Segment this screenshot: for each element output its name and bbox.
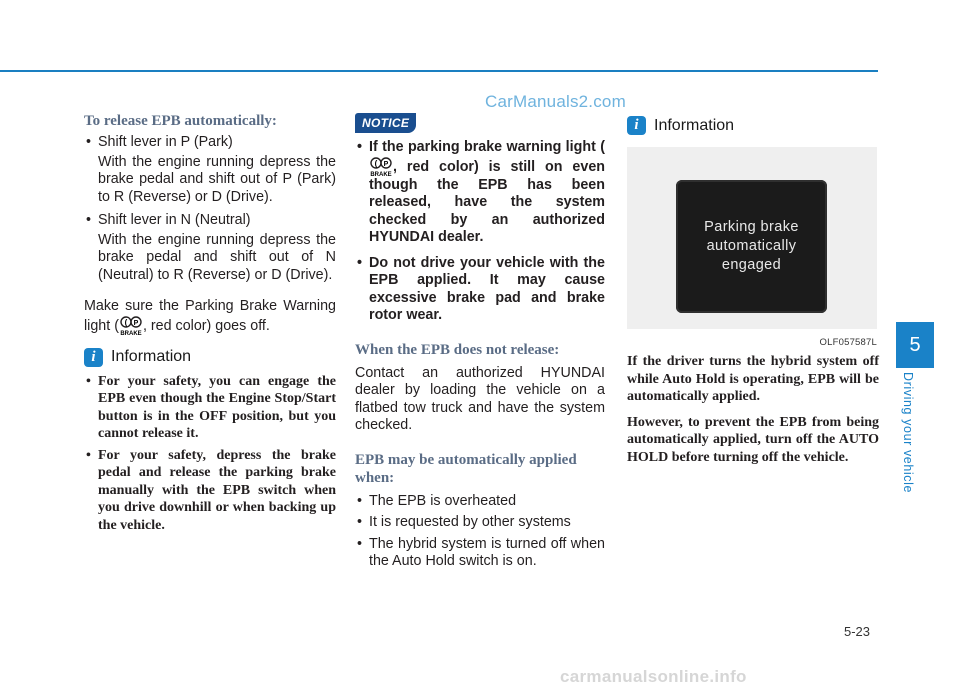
notice-list bbox=[355, 139, 605, 325]
warning-note: Make sure the Parking Brake Warning light ( ( P BRAKE , red color) goes off. bbox=[84, 298, 336, 336]
watermark-top: CarManuals2.com bbox=[485, 92, 626, 111]
auto-apply-list bbox=[355, 493, 605, 571]
chapter-tab: 5 bbox=[896, 322, 934, 368]
auto-apply-heading: EPB may be automatically applied when: bbox=[355, 451, 577, 486]
svg-text:P: P bbox=[133, 319, 139, 327]
list-item: • It is requested by other systems bbox=[357, 514, 571, 530]
info-icon: i bbox=[84, 348, 103, 367]
notice-badge: NOTICE bbox=[355, 113, 416, 133]
auto-hold-text: If the driver turns the hybrid system off while Auto Hold is operating, EPB will be automatically applied. bbox=[627, 354, 879, 404]
column-right bbox=[627, 108, 879, 466]
release-list bbox=[84, 134, 336, 284]
list-item: • The EPB is overheated bbox=[357, 492, 517, 509]
svg-text:(: ( bbox=[374, 158, 378, 168]
page-number: 5-23 bbox=[844, 624, 871, 639]
list-item: • Shift lever in N (Neutral) bbox=[86, 212, 251, 228]
list-item-detail: With the engine running depress the brake pedal and shift out of N (Neutral) to R (Reverse) or D (Drive). bbox=[98, 231, 336, 283]
auto-hold-text: However, to prevent the EPB from being automatically applied, turn off the AUTO HOLD before turning off the vehicle. bbox=[627, 414, 879, 465]
list-item: • Shift lever in P (Park) bbox=[86, 134, 233, 150]
top-rule bbox=[0, 70, 878, 72]
info-list bbox=[84, 373, 336, 535]
info-item: • For your safety, you can engage the EPB even though the Engine Stop/Start button is in the OFF position, but you cannot release it. bbox=[86, 373, 336, 441]
image-caption: OLF057587L bbox=[819, 337, 877, 348]
brake-warning-icon bbox=[369, 157, 393, 177]
column-middle bbox=[355, 108, 605, 571]
notice-item: • If the parking brake warning light ( ( P BRAKE , red color) is still on even though the EPB has been released, have the system checked by an authorized HYUNDAI dealer. bbox=[357, 139, 605, 245]
no-release-text: Contact an authorized HYUNDAI dealer by loading the vehicle on a flatbed tow truck and have the system checked. bbox=[355, 364, 605, 433]
info-header: i Information bbox=[627, 116, 879, 135]
cluster-display-photo bbox=[627, 147, 877, 348]
info-header: i Information bbox=[84, 348, 336, 367]
svg-text:BRAKE: BRAKE bbox=[120, 330, 142, 336]
display-line: automatically bbox=[706, 238, 797, 254]
release-heading: To release EPB automatically: bbox=[84, 113, 277, 129]
list-item-detail: With the engine running depress the brake pedal and shift out of P (Park) to R (Reverse) or D (Drive). bbox=[98, 153, 336, 205]
svg-text:(: ( bbox=[124, 317, 128, 327]
no-release-heading: When the EPB does not release: bbox=[355, 341, 560, 358]
cluster-screen bbox=[676, 180, 827, 313]
display-line: Parking brake bbox=[704, 219, 799, 235]
info-item: • For your safety, depress the brake pedal and release the parking brake manually with the EPB switch when you drive downhill or when backing up the vehicle. bbox=[86, 447, 336, 533]
brake-warning-icon bbox=[119, 316, 143, 336]
watermark-bottom: carmanualsonline.info bbox=[560, 667, 747, 686]
chapter-title: Driving your vehicle bbox=[901, 372, 915, 494]
svg-text:P: P bbox=[383, 160, 389, 168]
display-line: engaged bbox=[721, 257, 782, 273]
list-item: • The hybrid system is turned off when the Auto Hold switch is on. bbox=[357, 535, 605, 569]
info-icon: i bbox=[627, 116, 646, 135]
svg-text:BRAKE: BRAKE bbox=[370, 171, 392, 177]
column-left bbox=[84, 108, 336, 534]
notice-item: • Do not drive your vehicle with the EPB applied. It may cause excessive brake pad and brake rotor wear. bbox=[357, 254, 605, 323]
